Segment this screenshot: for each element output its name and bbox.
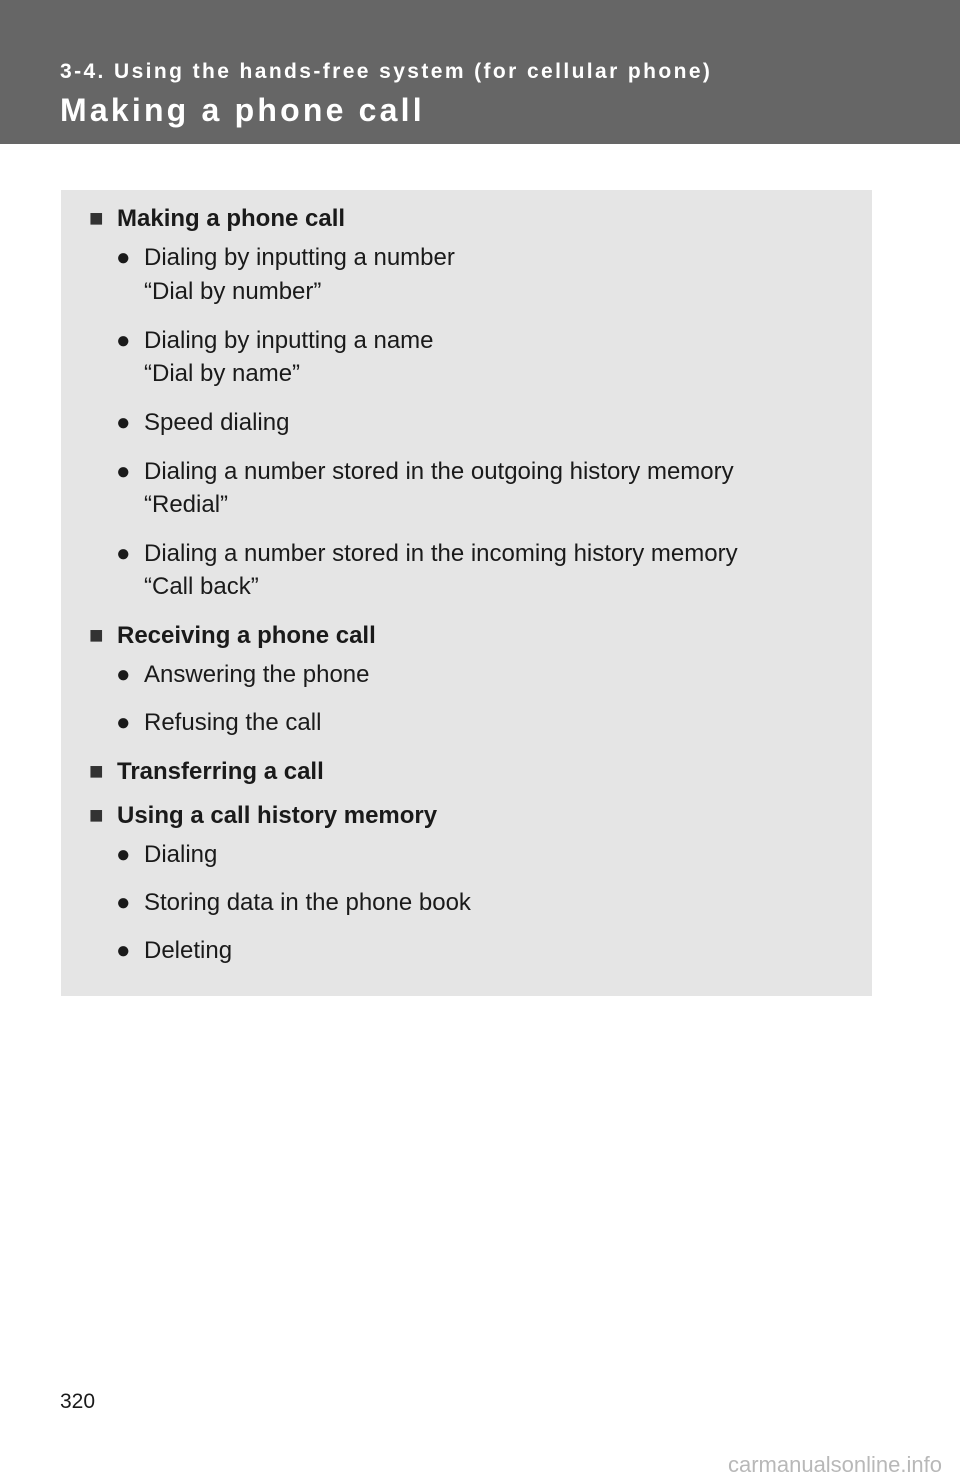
list-item: [116, 841, 217, 869]
topic-receiving-a-phone-call: [89, 622, 376, 650]
item-label: Dialing by inputting a number: [144, 244, 455, 271]
page-number: 320: [60, 1390, 96, 1413]
section-label: 3-4. Using the hands-free system (for cellular phone): [60, 60, 713, 83]
page-title: Making a phone call: [60, 92, 425, 128]
square-bullet-icon: ■: [89, 622, 104, 649]
circle-bullet-icon: ●: [116, 409, 131, 436]
watermark: carmanualsonline.info: [727, 1452, 942, 1477]
list-item: [116, 409, 289, 437]
list-item: [116, 937, 232, 965]
item-label: Dialing by inputting a name: [144, 327, 434, 354]
square-bullet-icon: ■: [89, 758, 104, 785]
circle-bullet-icon: ●: [116, 889, 131, 916]
circle-bullet-icon: ●: [116, 841, 131, 868]
circle-bullet-icon: ●: [116, 937, 131, 964]
item-function-name: “Call back”: [144, 573, 259, 600]
contents-box: [61, 190, 872, 996]
item-label: Storing data in the phone book: [144, 889, 471, 916]
circle-bullet-icon: ●: [116, 661, 131, 688]
list-item: [116, 889, 471, 917]
square-bullet-icon: ■: [89, 205, 104, 232]
circle-bullet-icon: ●: [116, 540, 131, 567]
circle-bullet-icon: ●: [116, 327, 131, 354]
item-label: Refusing the call: [144, 709, 322, 736]
item-label: Speed dialing: [144, 409, 290, 436]
list-item: [116, 661, 370, 689]
list-item: [116, 709, 321, 737]
list-item: [116, 458, 734, 486]
topic-making-a-phone-call: [89, 205, 345, 233]
page-header: [0, 0, 960, 144]
circle-bullet-icon: ●: [116, 458, 131, 485]
item-function-name: “Dial by number”: [144, 278, 322, 305]
square-bullet-icon: ■: [89, 802, 104, 829]
topic-heading: Making a phone call: [117, 205, 346, 232]
item-label: Deleting: [144, 937, 233, 964]
topic-transferring-a-call: [89, 758, 324, 786]
topic-heading: Transferring a call: [117, 758, 324, 785]
item-label: Dialing a number stored in the incoming history memory: [144, 540, 738, 567]
circle-bullet-icon: ●: [116, 244, 131, 271]
list-item: [116, 540, 738, 568]
item-label: Dialing a number stored in the outgoing history memory: [144, 458, 734, 485]
list-item: [116, 244, 455, 272]
item-label: Answering the phone: [144, 661, 370, 688]
topic-using-a-call-history-memory: [89, 802, 437, 830]
circle-bullet-icon: ●: [116, 709, 131, 736]
item-label: Dialing: [144, 841, 218, 868]
item-function-name: “Dial by name”: [144, 360, 301, 387]
item-function-name: “Redial”: [144, 491, 229, 518]
topic-heading: Using a call history memory: [117, 802, 438, 829]
list-item: [116, 327, 434, 355]
topic-heading: Receiving a phone call: [117, 622, 376, 649]
